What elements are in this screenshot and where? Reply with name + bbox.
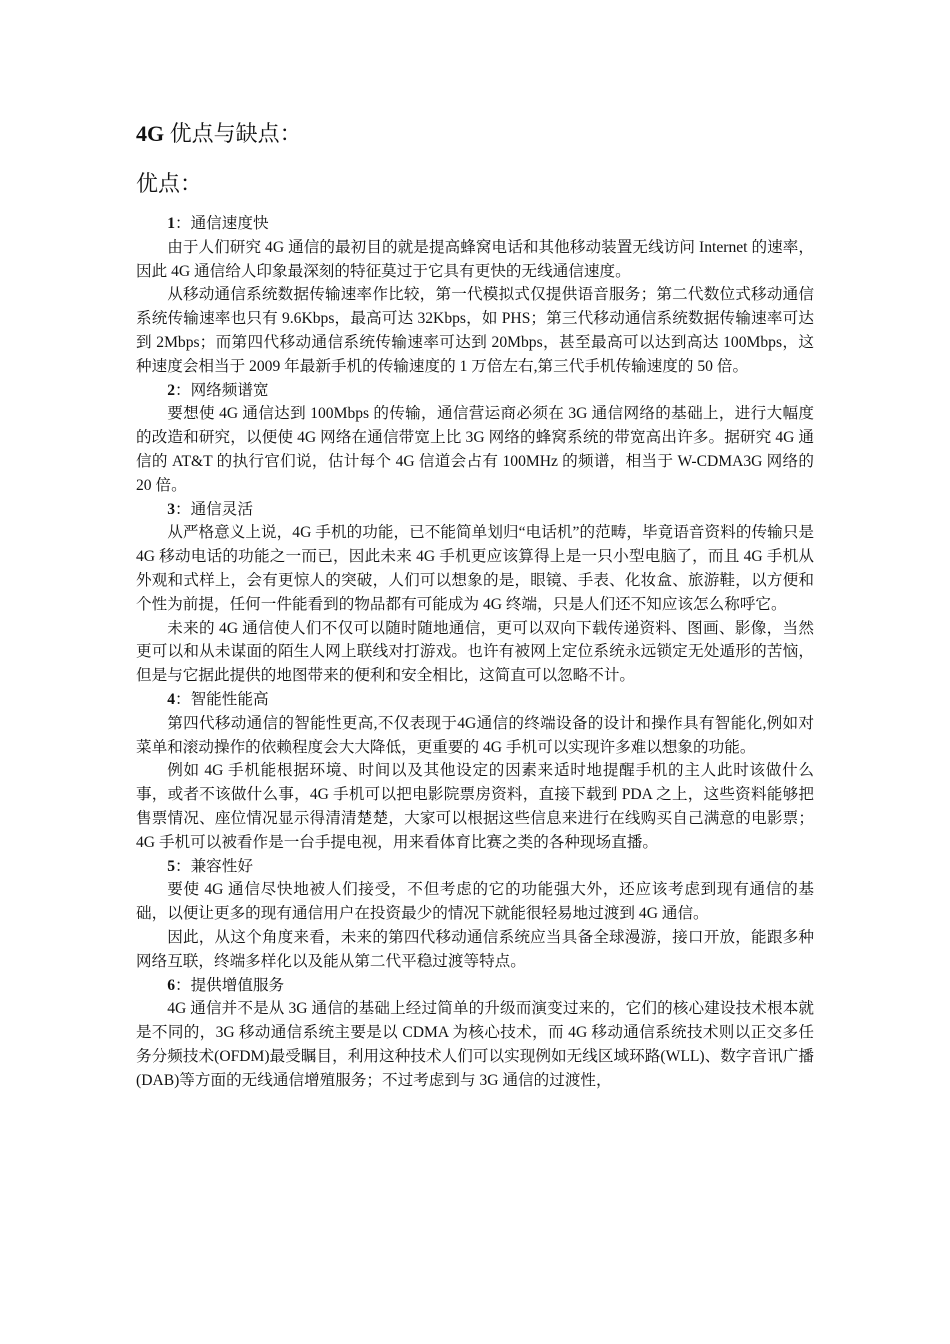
section-number: 6 xyxy=(167,976,175,994)
section-heading-text: ：通信速度快 xyxy=(174,215,269,232)
section-heading-text: ：通信灵活 xyxy=(174,500,253,518)
body-paragraph: 从严格意义上说，4G 手机的功能，已不能简单划归“电话机”的范畴，毕竟语音资料的传输只是 4G 移动电话的功能之一而已，因此未来 4G 手机更应该算得上是一只小型电脑了，而且 4G 手机从外观和式样上，会有更惊人的突破，人们可以想象的是，眼镜、手表、化妆盒、旅游鞋，以方便和个性为前提，任何一件能看到的物品都有可能成为 4G 终端，只是人们还不知应该怎么称呼它。 xyxy=(136,524,814,613)
body-paragraph: 要想使 4G 通信达到 100Mbps 的传输，通信营运商必须在 3G 通信网络的基础上，进行大幅度的改造和研究，以便使 4G 网络在通信带宽上比 3G 网络的蜂窝系统的带宽高出许多。据研究 4G 通信的 AT&T 的执行官们说，估计每个 4G 信道会占有 100MHz 的频谱，相当于 W-CDMA3G 网络的 20 倍。 xyxy=(136,405,814,494)
section-heading-text: ：网络频谱宽 xyxy=(174,381,269,399)
section-heading-text: ：智能性能高 xyxy=(174,690,269,708)
section-heading xyxy=(136,688,814,712)
section-heading xyxy=(136,498,814,522)
body-paragraph: 例如 4G 手机能根据环境、时间以及其他设定的因素来适时地提醒手机的主人此时该做什么事，或者不该做什么事，4G 手机可以把电影院票房资料，直接下载到 PDA 之上，这些资料能够把售票情况、座位情况显示得清清楚楚，大家可以根据这些信息来进行在线购买自己满意的电影票；4G 手机可以被看作是一台手提电视，用来看体育比赛之类的各种现场直播。 xyxy=(136,762,814,851)
section-heading-text: ：兼容性好 xyxy=(174,857,253,875)
body-paragraph: 4G 通信并不是从 3G 通信的基础上经过简单的升级而演变过来的，它们的核心建设技术根本就是不同的，3G 移动通信系统主要是以 CDMA 为核心技术，而 4G 移动通信系统技术则以正交多任务分频技术(OFDM)最受瞩目，利用这种技术人们可以实现例如无线区域环路(WLL)、数字音讯广播(DAB)等方面的无线通信增殖服务；不过考虑到与 3G 通信的过渡性， xyxy=(136,1000,814,1089)
section-number: 5 xyxy=(167,857,175,875)
section-heading xyxy=(136,974,814,998)
title-text: 优点与缺点： xyxy=(164,121,302,146)
title-prefix: 4G xyxy=(136,121,165,146)
section-number: 1 xyxy=(167,215,175,232)
document-body xyxy=(136,212,814,1092)
section-subtitle: 优点： xyxy=(136,171,203,196)
section-number: 4 xyxy=(167,690,175,708)
section-number: 2 xyxy=(167,381,175,399)
body-paragraph: 从移动通信系统数据传输速率作比较，第一代模拟式仅提供语音服务；第二代数位式移动通信系统传输速率也只有 9.6Kbps，最高可达 32Kbps，如 PHS；第三代移动通信系统数据传输速率可达到 2Mbps；而第四代移动通信系统传输速率可达到 20Mbps，甚至最高可以达到高达 100Mbps，这种速度会相当于 2009 年最新手机的传输速度的 1 万倍左右,第三代手机传输速度的 50 倍。 xyxy=(136,286,814,375)
section-heading xyxy=(136,379,814,403)
body-paragraph: 要使 4G 通信尽快地被人们接受，不但考虑的它的功能强大外，还应该考虑到现有通信的基础，以便让更多的现有通信用户在投资最少的情况下就能很轻易地过渡到 4G 通信。 xyxy=(136,881,814,923)
body-paragraph: 未来的 4G 通信使人们不仅可以随时随地通信，更可以双向下载传递资料、图画、影像，当然更可以和从未谋面的陌生人网上联线对打游戏。也许有被网上定位系统永远锁定无处遁形的苦恼，但是与它据此提供的地图带来的便利和安全相比，这简直可以忽略不计。 xyxy=(136,619,814,685)
body-paragraph: 由于人们研究 4G 通信的最初目的就是提高蜂窝电话和其他移动装置无线访问 Internet 的速率，因此 4G 通信给人印象最深刻的特征莫过于它具有更快的无线通信速度。 xyxy=(136,238,814,280)
body-paragraph: 第四代移动通信的智能性更高,不仅表现于4G通信的终端设备的设计和操作具有智能化,例如对菜单和滚动操作的依赖程度会大大降低，更重要的 4G 手机可以实现许多难以想象的功能。 xyxy=(136,714,814,756)
body-paragraph: 因此，从这个角度来看，未来的第四代移动通信系统应当具备全球漫游，接口开放，能跟多种网络互联，终端多样化以及能从第二代平稳过渡等特点。 xyxy=(136,928,814,970)
document-title xyxy=(136,118,302,150)
section-heading-text: ：提供增值服务 xyxy=(174,976,285,994)
section-number: 3 xyxy=(167,500,175,518)
section-heading xyxy=(136,855,814,879)
section-heading xyxy=(136,212,814,236)
